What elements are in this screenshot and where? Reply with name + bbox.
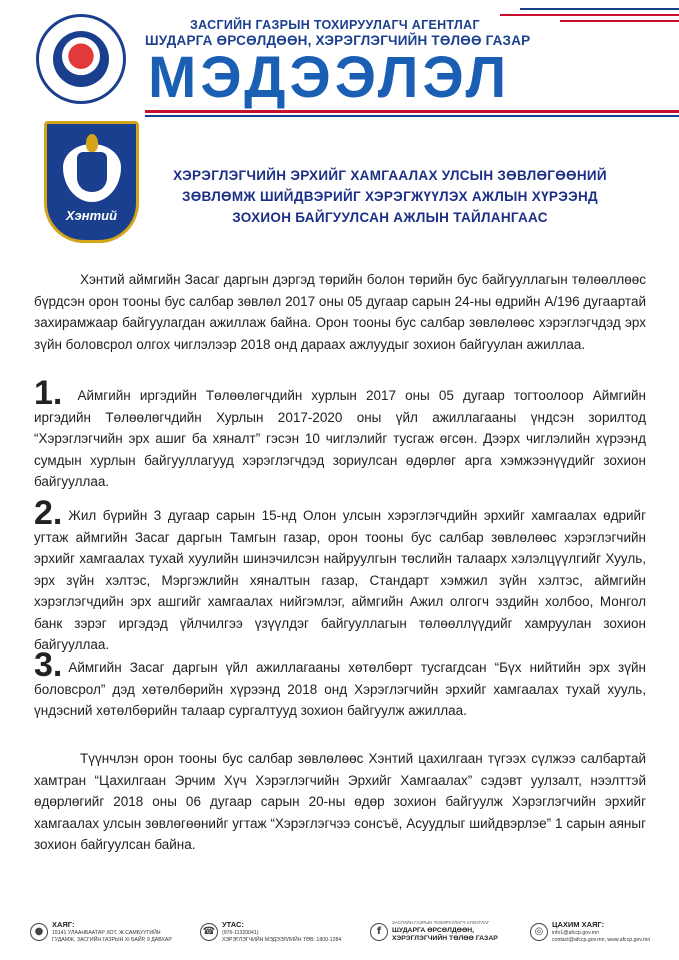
numbered-item: [34, 646, 646, 722]
footer-facebook-small: ЗАСГИЙН ГАЗРЫН ТОХИРУУЛАГЧ АГЕНТЛАГ: [392, 920, 490, 925]
footer-address: [30, 920, 190, 950]
document-title-line: ЗӨВЛӨМЖ ШИЙДВЭРИЙГ ХЭРЭГЖҮҮЛЭХ АЖЛЫН ХҮРЭЭНД: [182, 189, 598, 204]
document-title-line: ХЭРЭГЛЭГЧИЙН ЭРХИЙГ ХАМГААЛАХ УЛСЫН ЗӨВЛӨГӨӨНИЙ: [173, 168, 607, 183]
globe-icon: ◎: [530, 923, 548, 941]
footer-address-line: 15141 УЛААНБААТАР ХОТ, Ж.САМБУУГИЙН: [52, 930, 161, 936]
agency-seal-center: [53, 31, 109, 87]
footer-facebook-line: ШУДАРГА ӨРСӨЛДӨӨН,: [392, 927, 475, 934]
emblem-label: Хэнтий: [65, 208, 118, 223]
footer-phone-line: (976-11320041): [222, 930, 259, 936]
footer-phone-title: УТАС:: [222, 920, 244, 929]
document-title-line: ЗОХИОН БАЙГУУЛСАН АЖЛЫН ТАЙЛАНГААС: [232, 210, 548, 225]
footer-web-title: ЦАХИМ ХАЯГ:: [552, 920, 605, 929]
footer-web-line[interactable]: info1@afccp.gov.mn: [552, 930, 599, 936]
item-number: 2.: [34, 494, 63, 532]
footer-address-line: ГУДАМЖ, ЗАСГИЙН ГАЗРЫН XI БАЙР, 9 ДАВХАР: [52, 936, 172, 943]
header-stripe-red: [500, 14, 679, 16]
numbered-item: [34, 374, 646, 493]
footer-web[interactable]: [530, 920, 670, 950]
item-text: Аймгийн Засаг даргын үйл ажиллагааны хөтөлбөрт тусгагдсан “Бүх нийтийн эрх зүйн боловсрол” дэд хөтөлбөрийн хүрээнд 2018 онд Хэрэглэгчийн эрхийг хамгаалах тухай хууль, үндэсний хөтөлбөрийн талаар сургалтууд зохион байгуулж ажиллаа.: [34, 660, 646, 718]
footer-address-title: ХАЯГ:: [52, 920, 75, 929]
location-pin-icon: ●: [30, 923, 48, 941]
header-rule-red: [145, 110, 679, 113]
page-title: МЭДЭЭЛЭЛ: [148, 45, 511, 110]
footer-facebook[interactable]: [370, 920, 520, 950]
item-number: 1.: [34, 374, 63, 412]
header-stripe-red-2: [560, 20, 679, 22]
agency-name-line2: ШУДАРГА ӨРСӨЛДӨӨН, ХЭРЭГЛЭГЧИЙН ТӨЛӨӨ ГАЗАР: [145, 33, 531, 48]
agency-name-line1: ЗАСГИЙН ГАЗРЫН ТОХИРУУЛАГЧ АГЕНТЛАГ: [190, 18, 480, 32]
footer-phone: [200, 920, 350, 950]
footer-phone-text: [222, 930, 341, 943]
item-number: 3.: [34, 646, 63, 684]
footer-web-line[interactable]: contact@afccp.gov.mn, www.afccp.gov.mn: [552, 936, 651, 943]
item-text: Аймгийн иргэдийн Төлөөлөгчдийн хурлын 2017 оны 05 дугаар тогтоолоор Аймгийн иргэдийн Төлөөлөгчдийн Хурлын 2017-2020 оны үйл ажиллагааны үндсэн зорилтод “Хэрэглэгчийн эрх ашиг ба хяналт” гэсэн 10 чиглэлийг тусгаж өгсөн. Дээрх чиглэлийн хүрээнд сумдын хурлын байгууллагууд хэрэглэгчдэд зориулсан өдөрлөг арга хэмжээнүүдийг зохион байгууллаа.: [34, 388, 646, 489]
intro-paragraph: Хэнтий аймгийн Засаг даргын дэргэд төрийн болон төрийн бус байгууллагын төлөөллөөс бүрдсэн орон тооны бус салбар зөвлөл 2017 оны 05 дугаар сарын 24-ны өдрийн А/196 дугаартай захирамжаар байгуулагдан ажиллаж байна. Орон тооны бус салбар зөвлөлөөс хэрэглэгчдэд эрх зүйн боловсрол олгох чиглэлээр 2018 онд дараах ажлуудыг зохион байгуулан ажиллаа.: [34, 272, 646, 352]
document-title: [150, 165, 630, 228]
facebook-icon[interactable]: f: [370, 923, 388, 941]
footer-web-text[interactable]: [552, 930, 650, 943]
phone-icon: ☎: [200, 923, 218, 941]
closing-paragraph: Түүнчлэн орон тооны бус салбар зөвлөлөөс Хэнтий цахилгаан түгээх сүлжээ салбартай хамтран “Цахилгаан Эрчим Хүч Хэрэглэгчийн Эрхийг Хамгаалах” сэдэвт уулзалт, нээлттэй өдөрлөгийг 2018 оны 06 дугаар сарын 20-ны өдөр зохион байгуулж Хэрэглэгчийн эрхийг хамгаалах улсын зөвлөгөөнийг угтаж “Хэрэглэгчээ сонсъё, Асуудлыг шийдвэрлэе” 1 сарын аяныг зохион байгуулсан байна.: [34, 751, 646, 852]
agency-seal-icon: [36, 14, 126, 104]
numbered-item: [34, 494, 646, 656]
khentii-emblem-icon: [44, 121, 139, 243]
footer-facebook-line: ХЭРЭГЛЭГЧИЙН ТӨЛӨӨ ГАЗАР: [392, 935, 498, 942]
item-text: Жил бүрийн 3 дугаар сарын 15-нд Олон улсын хэрэглэгчдийн эрхийг хамгаалах өдрийг угтаж аймгийн Засаг даргын Тамгын газар, орон тооны бус салбар зөвлөлөөс хэрэглэгчийн эрхийг хамгаалах тухай хуулийн шинэчилсэн найруулгын төслийн талаарх хэлэлцүүлгийг Хууль, эрх зүйн хэлтэс, Мэргэжлийн хяналтын газар, Стандарт хэмжил зүйн хэлтэс, аймгийн хэрэглэгчдийн эрх ашгийг хамгаалах нийгэмлэг, аймгийн Ажил олгогч эздийн холбоо, Монгол банк зэрэг иргэдэд үйлчилгээ үзүүлдэг байгууллагын төлөөллүүдийг хамруулан зохион байгууллаа.: [34, 508, 646, 652]
emblem-flame-shape: [86, 134, 98, 152]
footer-address-text: [52, 930, 172, 943]
header-rule-blue: [145, 115, 679, 117]
emblem-figure-shape: [77, 152, 107, 192]
header-stripe-blue: [520, 8, 679, 10]
footer-phone-line: ХЭРЭГЛЭГЧИЙН МЭДЭЭЛЛИЙН ТӨВ: 1800-1284: [222, 936, 342, 943]
